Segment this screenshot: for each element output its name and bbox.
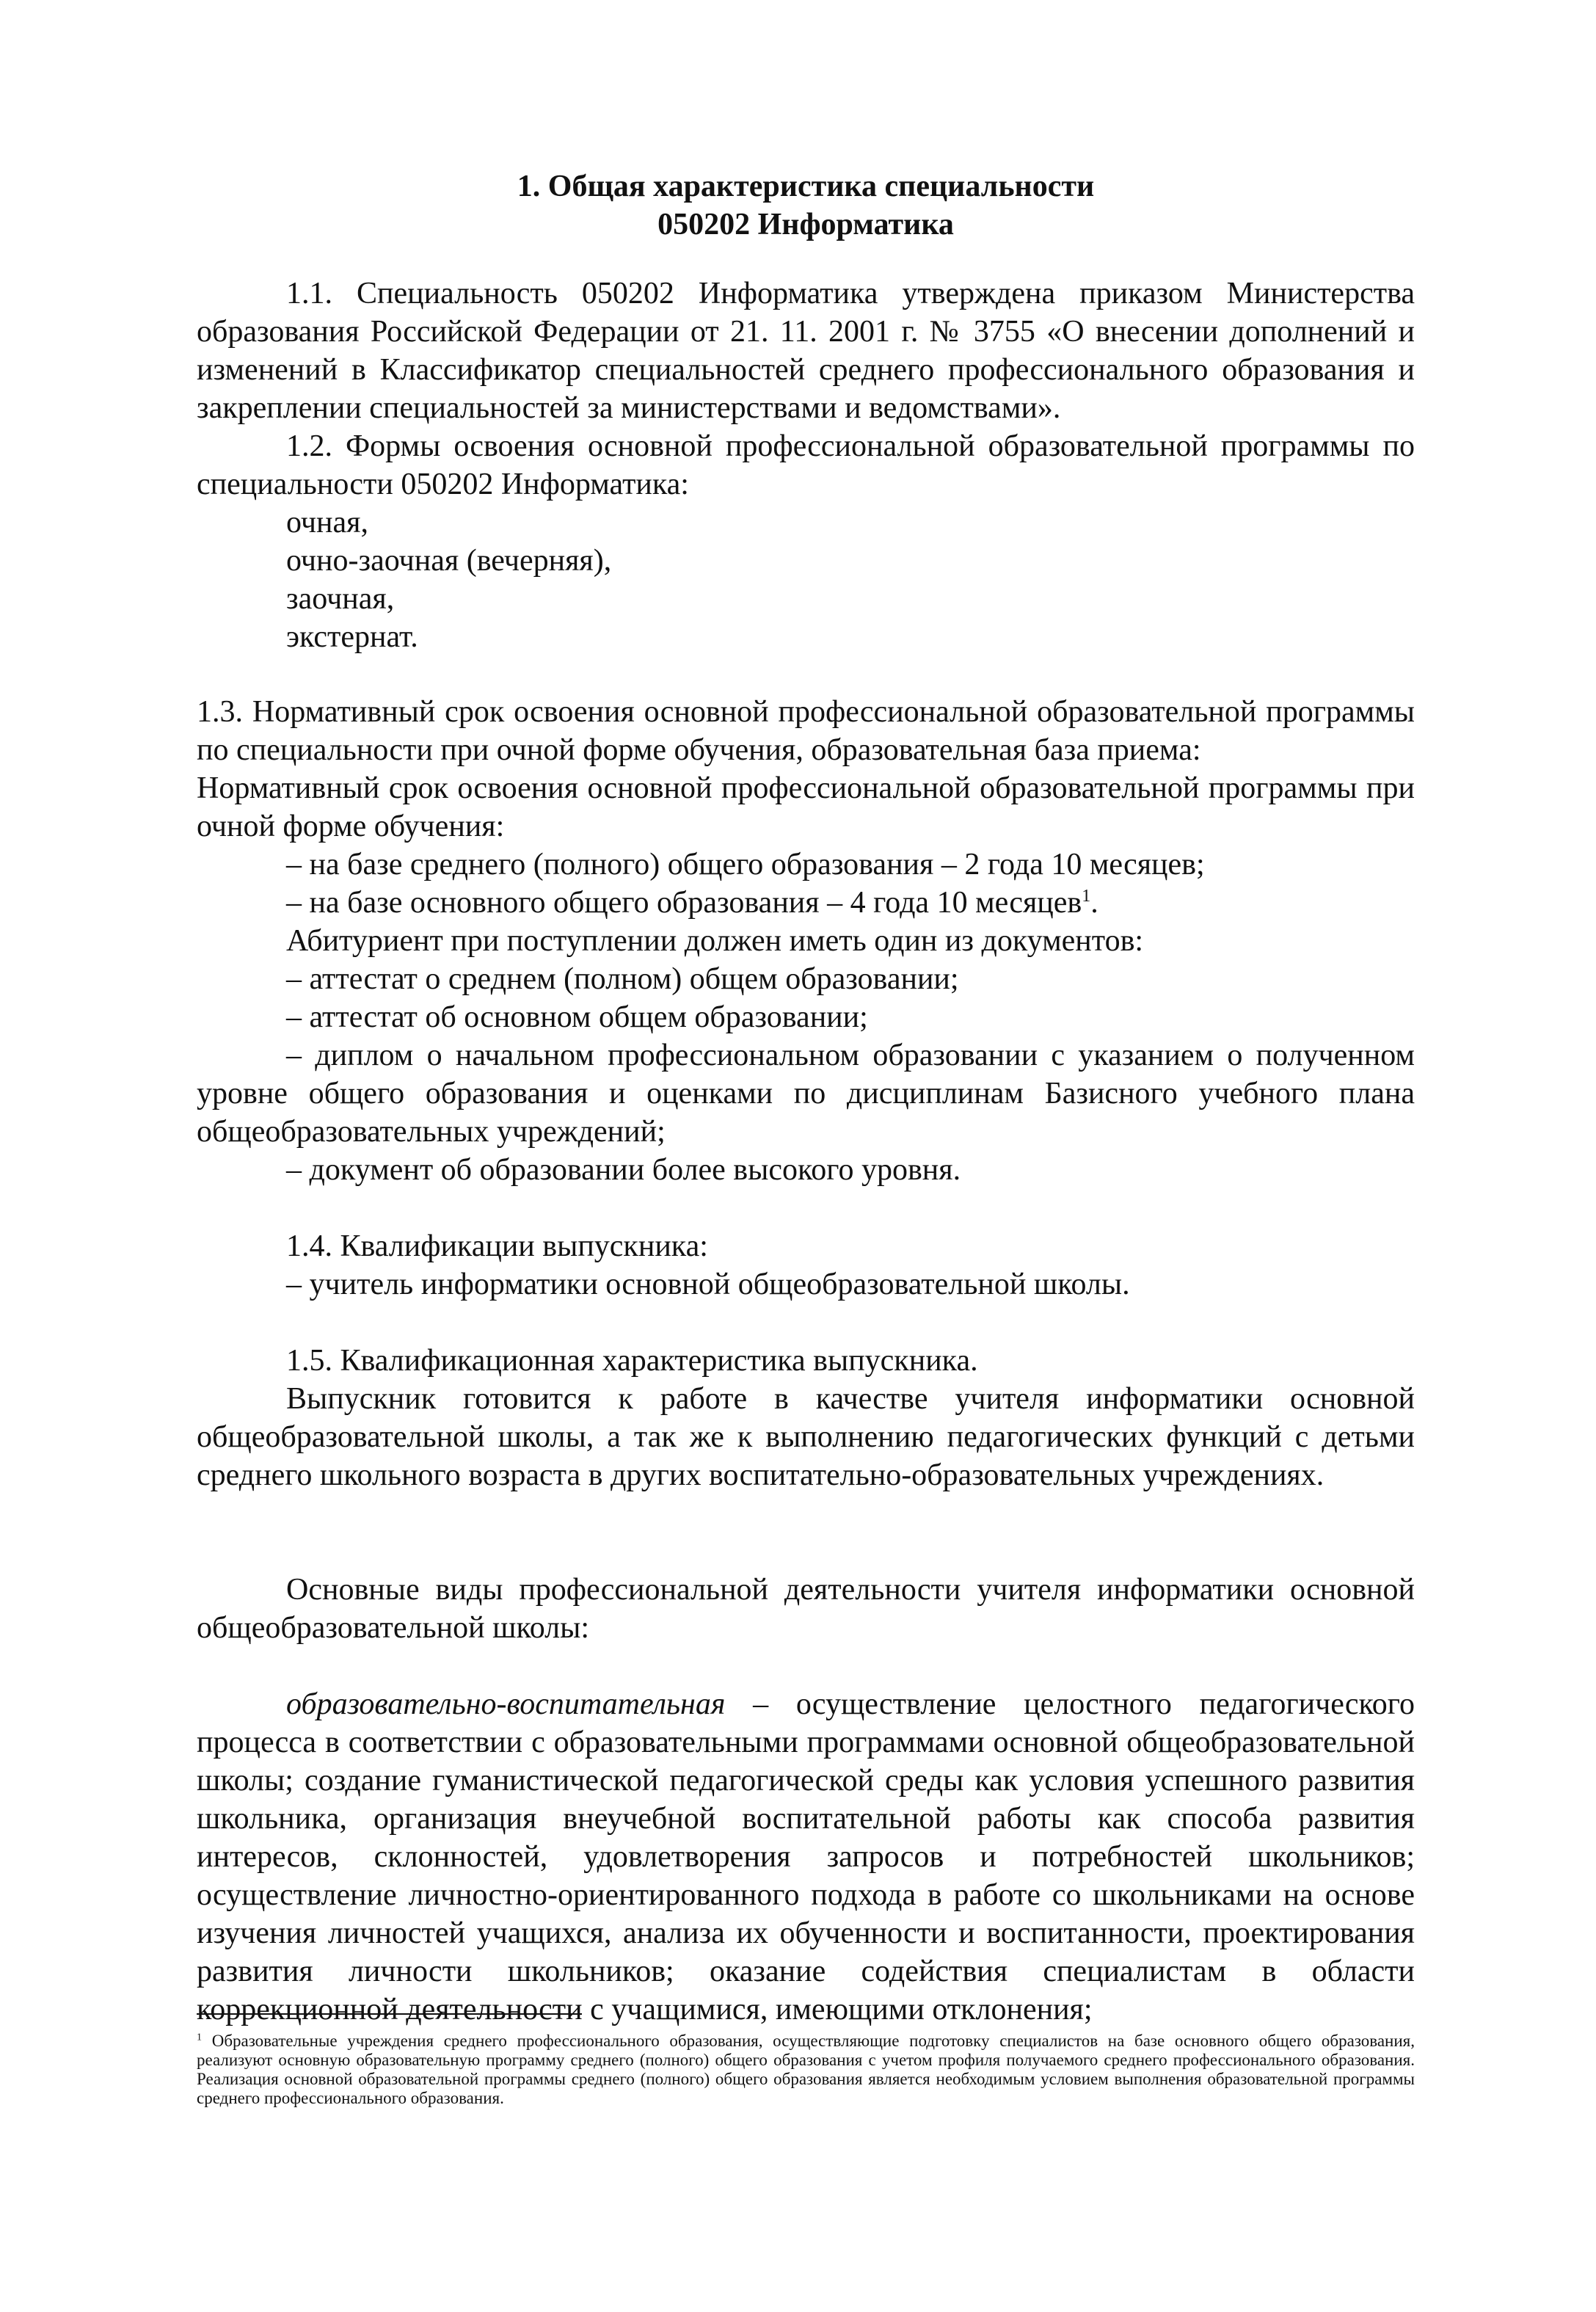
term-item-2-text: – на базе основного общего образования – 4 года 10 месяцев [286, 886, 1082, 920]
applicant-paragraph: Абитуриент при поступлении должен иметь один из документов: [286, 924, 1144, 958]
title-line-2: 050202 Информатика [657, 208, 954, 241]
spacer [197, 656, 1415, 693]
spacer [197, 1647, 1415, 1685]
paragraph-1-3: 1.3. Нормативный срок освоения основной профессиональной образовательной программы по специальности при очной форме обучения, образовательная база приема: [197, 695, 1415, 767]
footnote [197, 2032, 1415, 2108]
term-item-1: – на базе среднего (полного) общего образования – 2 года 10 месяцев; [286, 848, 1205, 881]
activity-term: образовательно-воспитательная [286, 1687, 726, 1721]
term-item-2 [197, 884, 1415, 922]
paragraph-1-5: 1.5. Квалификационная характеристика выпускника. [286, 1344, 978, 1378]
spacer [197, 1494, 1415, 1571]
document-item-4: – документ об образовании более высокого уровня. [286, 1153, 961, 1187]
list-item: экстернат. [286, 620, 418, 654]
activity-text: – осуществление целостного педагогического процесса в соответствии с образовательными программами основной общеобразовательной школы; создание гуманистической педагогической среды как условия успешного развития школьника, организация внеучебной воспитательной работы как способа развития интересов, склонностей, удовлетворения запросов и потребностей школьников; осуществление личностно-ориентированного подхода в работе со школьниками на основе изучения личностей учащихся, анализа их обученности и воспитанности, проектирования развития личности школьников; оказание содействия специалистам в области коррекционной деятельности с учащимися, имеющими отклонения; [197, 1687, 1415, 2026]
paragraph-1-2: 1.2. Формы освоения основной профессиональной образовательной программы по специальности 050202 Информатика: [197, 429, 1415, 501]
document-body [197, 167, 1415, 2029]
list-item: очная, [286, 506, 368, 539]
footnote-marker: 1 [197, 2032, 202, 2043]
page-title [197, 167, 1415, 244]
footnote-separator [197, 2013, 582, 2015]
footnote-reference: 1 [1082, 887, 1091, 906]
qualification-item: – учитель информатики основной общеобразовательной школы. [286, 1268, 1130, 1301]
title-line-1: 1. Общая характеристика специальности [517, 170, 1095, 203]
document-item-2: – аттестат об основном общем образовании; [286, 1000, 868, 1034]
activity-paragraph [197, 1685, 1415, 2029]
spacer [197, 1189, 1415, 1227]
paragraph-1-5-text: Выпускник готовится к работе в качестве учителя информатики основной общеобразовательной школы, а так же к выполнению педагогических функций с детьми среднего школьного возраста в других воспитательно-образовательных учреждениях. [197, 1382, 1415, 1492]
activities-intro: Основные виды профессиональной деятельности учителя информатики основной общеобразовательной школы: [197, 1573, 1415, 1645]
list-item: заочная, [286, 582, 395, 616]
paragraph-1-3-term: Нормативный срок освоения основной профессиональной образовательной программы при очной форме обучения: [197, 771, 1415, 843]
document-item-3: – диплом о начальном профессиональном образовании с указанием о полученном уровне общего образования и оценками по дисциплинам Базисного учебного плана общеобразовательных учреждений; [197, 1039, 1415, 1149]
document-item-1: – аттестат о среднем (полном) общем образовании; [286, 962, 959, 996]
spacer [197, 1304, 1415, 1342]
footnote-text: Образовательные учреждения среднего профессионального образования, осуществляющие подготовку специалистов на базе основного общего образования, реализуют основную образовательную программу среднего (полного) общего образования с учетом профиля получаемого среднего профессионального образования. Реализация основной образовательной программы среднего (полного) общего образования является необходимым условием выполнения образовательной программы среднего профессионального образования. [197, 2032, 1415, 2107]
study-forms-list [197, 504, 1415, 656]
list-item: очно-заочная (вечерняя), [286, 544, 612, 578]
paragraph-1-4: 1.4. Квалификации выпускника: [286, 1229, 708, 1263]
paragraph-1-1: 1.1. Специальность 050202 Информатика утверждена приказом Министерства образования Российской Федерации от 21. 11. 2001 г. № 3755 «О внесении дополнений и изменений в Классификатор специальностей среднего профессионального образования и закреплении специальностей за министерствами и ведомствами». [197, 277, 1415, 425]
term-item-2-end: . [1090, 886, 1098, 920]
